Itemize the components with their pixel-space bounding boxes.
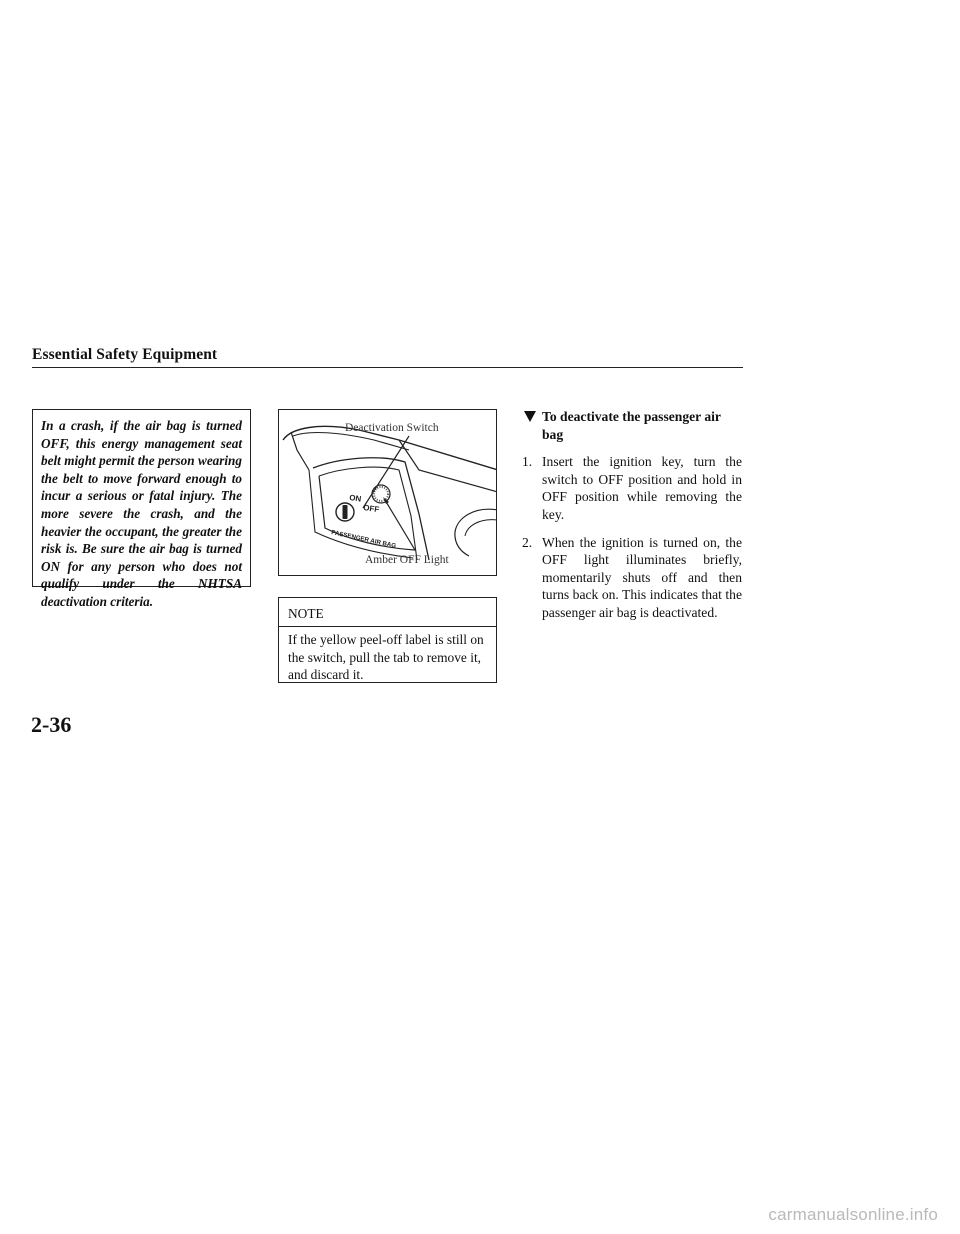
instructions-column — [522, 408, 742, 622]
instruction-step — [522, 453, 742, 523]
deactivation-switch-label: Deactivation Switch — [345, 422, 439, 434]
warning-box — [32, 409, 251, 609]
note-box — [278, 597, 497, 683]
triangle-bullet-icon — [524, 411, 536, 422]
amber-off-light-label: Amber OFF Light — [365, 554, 449, 566]
watermark: carmanualsonline.info — [768, 1205, 938, 1224]
switch-off-text: OFF — [362, 503, 380, 515]
section-title: Essential Safety Equipment — [32, 346, 218, 363]
note-divider — [279, 626, 496, 627]
note-text: If the yellow peel-off label is still on the switch, pull the tab to remove it, and discard it. — [288, 632, 484, 682]
switch-on-text: ON — [348, 493, 362, 504]
instruction-step — [522, 534, 742, 622]
instructions-heading-text: To deactivate the passenger air bag — [542, 409, 721, 442]
warning-text: In a crash, if the air bag is turned OFF, this energy management seat belt might permit the person wearing the belt to move forward enough to incur a serious or fatal injury. The more severe the crash, and the heavier the occupant, the greater the risk is. Be sure the air bag is turned ON for any person who does not qualify under the NHTSA deactivation criteria. — [41, 418, 242, 609]
step-number: 2. — [522, 534, 533, 550]
airbag-switch-figure — [278, 409, 497, 576]
page-number: 2-36 — [31, 712, 72, 737]
step-number: 1. — [522, 454, 533, 470]
instructions-heading — [522, 408, 742, 443]
header-divider — [32, 367, 743, 368]
step-text: When the ignition is turned on, the OFF light illuminates briefly, momentarily shuts off and then turns back on. This indicates that the passenger air bag is deactivated. — [542, 534, 742, 620]
note-title: NOTE — [288, 606, 324, 621]
airbag-switch-illustration — [279, 410, 497, 576]
step-text: Insert the ignition key, turn the switch to OFF position and hold in OFF position while removing the key. — [542, 454, 742, 522]
switch-caption-text: PASSENGER AIR BAG — [330, 529, 397, 550]
